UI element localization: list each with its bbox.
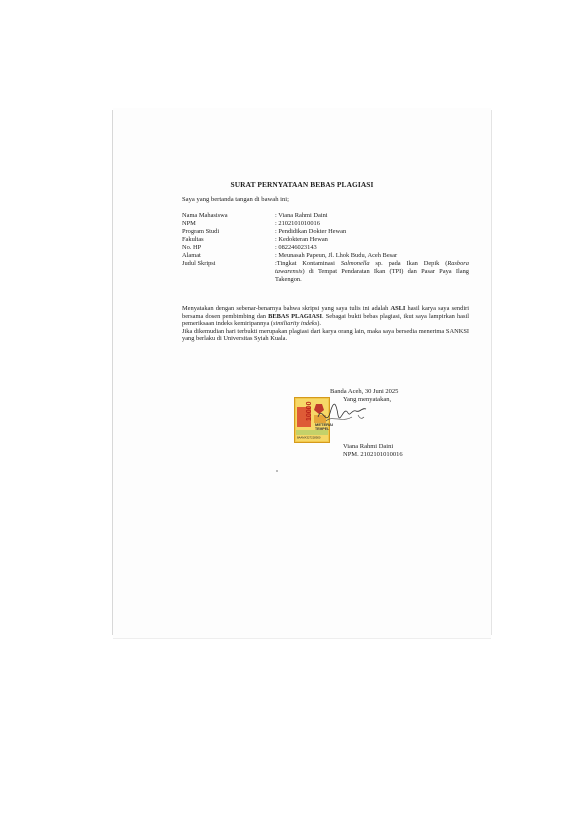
document-title: SURAT PERNYATAAN BEBAS PLAGIASI [230, 180, 374, 189]
signer-name: Viana Rahmi Daini [343, 443, 394, 450]
stamp-label-mid: TEMPEL [315, 427, 330, 431]
field-row-name [182, 212, 482, 220]
title-part-italic: Rasbora tawarensis [275, 260, 469, 275]
field-value: : Viana Rahmi Daini [275, 212, 328, 219]
field-row-program [182, 228, 482, 236]
field-label: Nama Mahasiswa [182, 212, 228, 219]
signer-npm: NPM. 2102101010016 [343, 451, 403, 458]
statement-paragraph [182, 305, 469, 343]
field-label: Alamat [182, 252, 201, 259]
statement-bold: BEBAS PLAGIASI [268, 312, 323, 320]
statement-italic: similiarity indeks [273, 320, 318, 328]
field-value: : Pendidikan Dokter Hewan [275, 228, 347, 235]
sanction-text: Jika dikemudian hari terbukti merupakan plagiasi dari karya orang lain, maka saya bersedia menerima SANKSI yang berlaku di Universitas Syiah Kuala. [182, 327, 469, 343]
field-value: : Kedokteran Hewan [275, 236, 328, 243]
field-value: : 082246023143 [275, 244, 317, 251]
field-label: Judul Skripsi [182, 260, 216, 267]
identity-fields [182, 212, 482, 284]
field-row-faculty [182, 236, 482, 244]
statement-bold: ASLI [390, 305, 406, 312]
field-value: : Meunasah Papeun, Jl. Lhok Budu, Aceh Besar [275, 252, 398, 259]
title-part: ) di Tempat Pendaratan Ikan (TPI) dan Pasar Paya Ilang Takengon. [275, 268, 469, 283]
field-row-npm [182, 220, 482, 228]
title-part: :Tingkat Kontaminasi [275, 260, 341, 267]
statement-text: Menyatakan dengan sebenar-benarnya bahwa skripsi yang saya tulis ini adalah [182, 305, 391, 312]
field-label: Fakultas [182, 236, 204, 243]
document-page [113, 108, 491, 639]
field-label: Program Studi [182, 228, 220, 235]
field-row-address [182, 252, 482, 260]
statement-text: hasil karya saya sendiri bersama dosen pembimbing dan [182, 305, 469, 320]
stamp-label-top: METERAI [315, 422, 333, 427]
field-row-phone [182, 244, 482, 252]
place-date: Banda Aceh, 30 Juni 2025 [330, 388, 399, 395]
stamp-serial: 8AAMX327228500 [297, 435, 321, 440]
field-value: : 2102101010016 [275, 220, 320, 227]
title-part-italic: Salmonella [340, 260, 370, 267]
title-part: sp. pada Ikan Depik ( [369, 260, 448, 267]
field-value [275, 260, 469, 284]
statement-text: ). [317, 320, 321, 328]
field-label: NPM [182, 220, 196, 227]
field-row-thesis-title [182, 260, 482, 284]
page-edge-right [491, 110, 492, 635]
handwritten-signature-icon [312, 395, 372, 435]
intro-text: Saya yang bertanda tangan di bawah ini; [182, 196, 289, 203]
declarant-label: Yang menyatakan, [343, 396, 392, 403]
statement-text: . Sebagai bukti bebas plagiasi, ikut saya lampirkan hasil pemeriksaan indeks kemiripannya ( [182, 312, 470, 328]
stamp-value: 10000 [306, 401, 313, 421]
field-label: No. HP [182, 244, 202, 251]
page-speck [276, 470, 278, 472]
